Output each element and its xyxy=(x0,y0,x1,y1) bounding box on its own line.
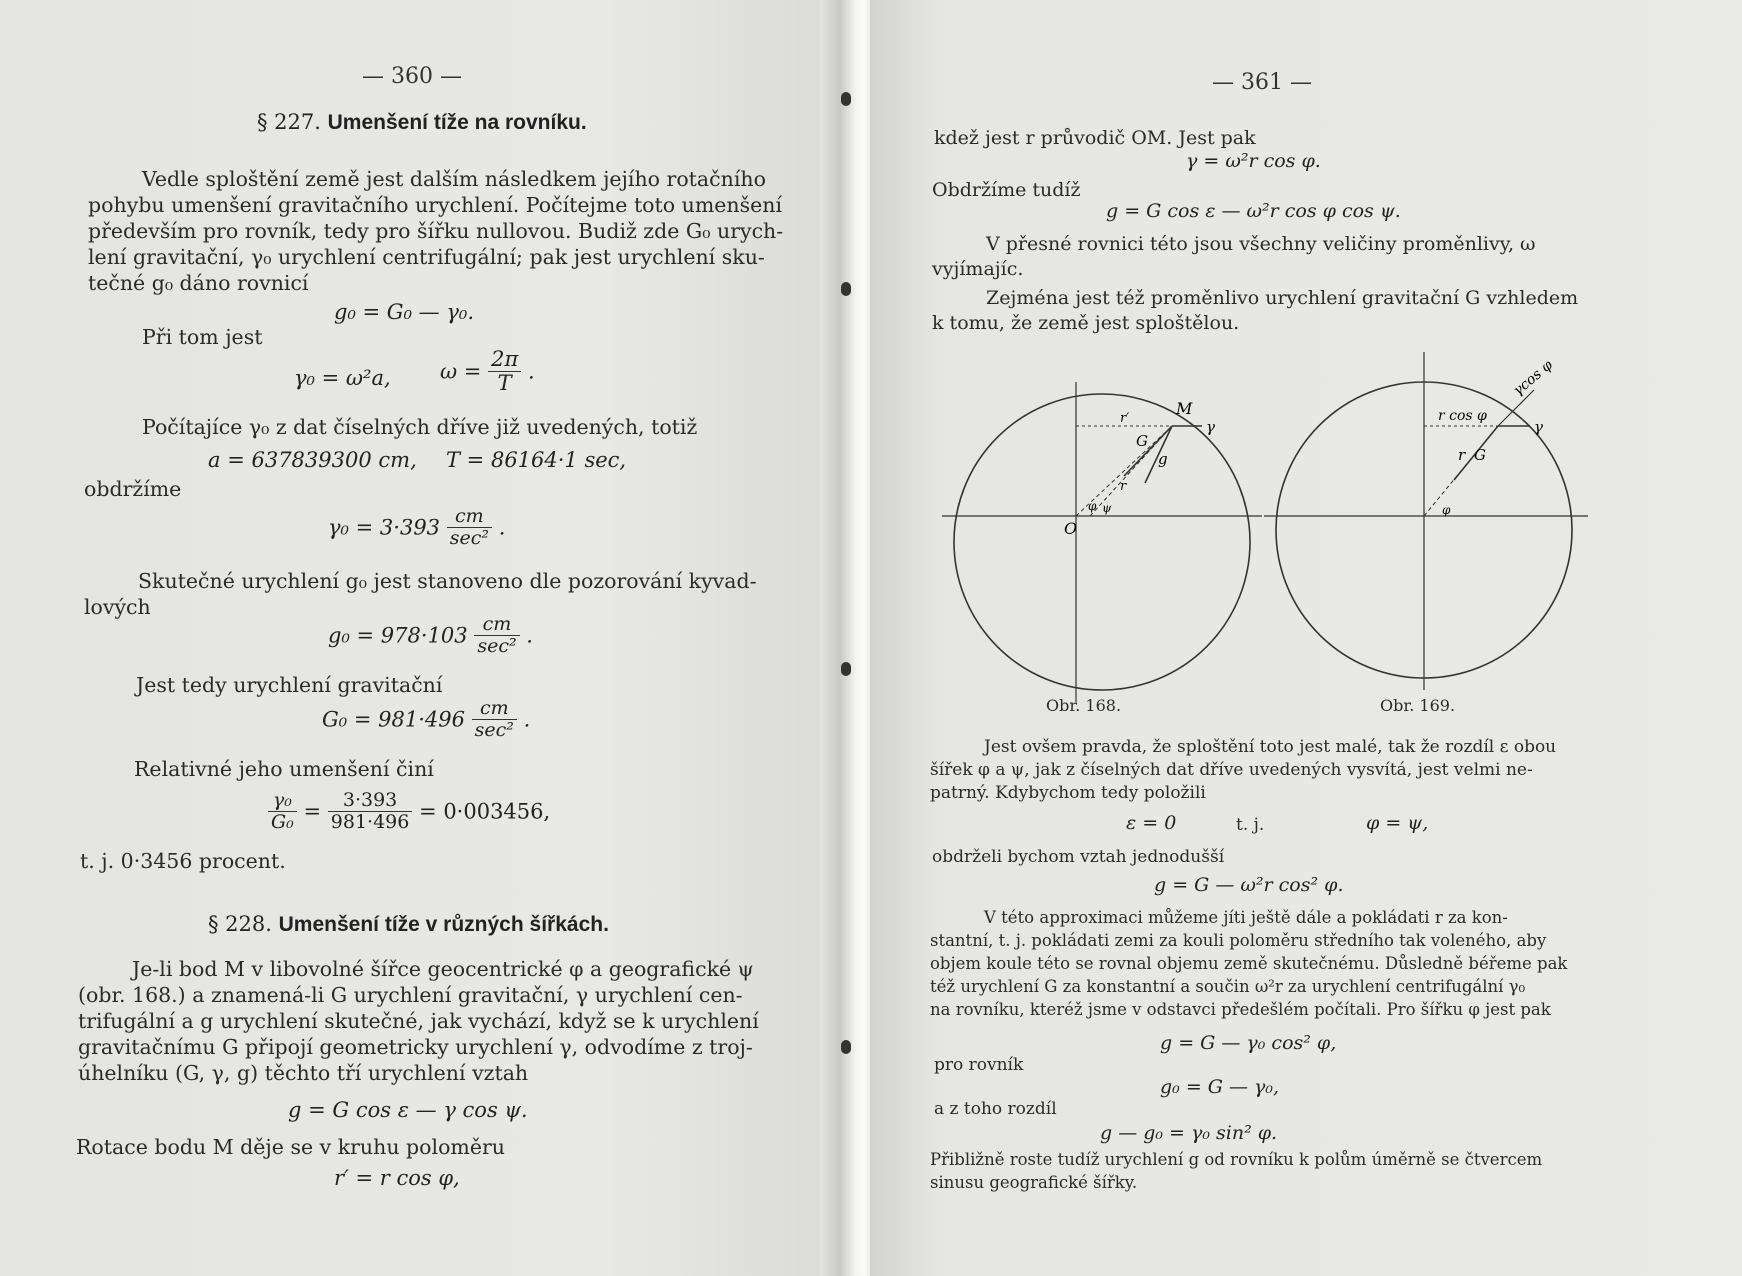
equation: r′ = r cos φ, xyxy=(334,1166,460,1190)
label-gamma: γ xyxy=(1534,418,1543,436)
eq-left: ω = xyxy=(440,359,482,384)
text-line: Jest ovšem pravda, že splоštění toto jest malé, tak že rozdíl ε obou xyxy=(984,737,1557,757)
section-heading-228 xyxy=(208,912,609,937)
text-line: Vedle splоštění země jest dalším následkem jejího rotačního xyxy=(142,167,766,191)
label-gamma-cos: γcos φ xyxy=(1510,357,1556,400)
text-line: V této approximaci můžeme jíti ještě dále a pokládati r za kon- xyxy=(984,908,1508,927)
text-line: Skutečné urychlení g₀ jest stanoveno dle pozorování kyvad- xyxy=(138,569,757,593)
binding-stitch xyxy=(841,662,851,676)
equation: a = 637839300 cm, xyxy=(208,448,417,472)
equation-fraction: $\frac{\text{γ₀}}{\text{G₀}}$ = $\frac{3\cdot 393}{981\cdot 496}$ = 0·003456, xyxy=(268,790,550,833)
text-line: Je-li bod M v libovolné šířce geocentrické φ a geografické ψ xyxy=(132,957,754,981)
text-line: pohybu umenšení gravitačního urychlení. Počítejme toto umenšení xyxy=(88,193,783,217)
paragraph-1 xyxy=(88,166,783,296)
paragraph-9 xyxy=(78,956,759,1086)
label-G: G xyxy=(1474,446,1486,464)
section-number: § 228. xyxy=(208,912,272,936)
text-line: V přesné rovnici této jsou všechny veličiny proměnlivy, ω xyxy=(986,233,1536,255)
label-psi: ψ xyxy=(1102,501,1112,515)
label-r-prime: r′ xyxy=(1120,411,1130,426)
paragraph xyxy=(930,736,1556,805)
text-line: k tomu, že země jest splоštělou. xyxy=(932,312,1240,334)
figure-caption: Obr. 168. xyxy=(1046,696,1122,715)
section-title: Umenšení tíže na rovníku. xyxy=(327,111,587,134)
eq-left: g₀ = 978·103 xyxy=(328,623,468,648)
text-line: Rotace bodu M děje se v kruhu poloměru xyxy=(76,1135,505,1159)
frac-den: 981·496 xyxy=(330,810,410,833)
text-line: Zejména jest též proměnlivo urychlení gravitační G vzhledem xyxy=(986,287,1579,309)
text-line: Při tom jest xyxy=(142,325,263,349)
text-line: tečné g₀ dáno rovnicí xyxy=(88,271,309,295)
text-line: (obr. 168.) a znamená-li G urychlení gravitační, γ urychlení cen- xyxy=(78,983,743,1007)
section-heading-227 xyxy=(257,110,587,135)
equation-fraction xyxy=(328,506,505,549)
text-line: vyjímajíc. xyxy=(932,258,1024,280)
label-M: M xyxy=(1176,399,1193,418)
section-number: § 227. xyxy=(257,110,321,134)
binding-stitch xyxy=(841,92,851,106)
vector-gamma-cos xyxy=(1498,390,1534,426)
label-g: g xyxy=(1158,450,1168,468)
text-line: především pro rovník, tedy pro šířku nullovou. Budiž zde G₀ urych- xyxy=(88,219,784,243)
text-line: lových xyxy=(84,595,151,619)
equation: g = G — ω²r cos² φ. xyxy=(1154,874,1344,896)
frac-num: cm xyxy=(472,698,517,720)
equation: g₀ = G₀ — γ₀. xyxy=(334,300,474,324)
label-phi: φ xyxy=(1442,503,1451,517)
eq-end: . xyxy=(526,623,533,648)
label-phi: φ xyxy=(1088,499,1097,513)
figure-caption: Obr. 169. xyxy=(1380,696,1456,715)
left-page xyxy=(0,0,860,1276)
eq-left: G₀ = 981·496 xyxy=(322,707,465,732)
label-G: G xyxy=(1136,432,1148,450)
text-line: lení gravitační, γ₀ urychlení centrifugální; pak jest urychlení sku- xyxy=(88,245,765,269)
text-line: Obdržíme tudíž xyxy=(932,179,1081,201)
text-line: trifugální a g urychlení skutečné, jak vychází, když se k urychlení xyxy=(78,1009,759,1033)
frac-num: cm xyxy=(474,614,519,636)
paragraph xyxy=(930,906,1567,1021)
eq-end: . xyxy=(498,515,506,540)
frac-den: G₀ xyxy=(271,810,294,833)
label-O: O xyxy=(1064,519,1078,538)
frac-num: 3·393 xyxy=(328,790,413,812)
equation: γ = ω²r cos φ. xyxy=(1186,150,1321,172)
right-page xyxy=(870,0,1742,1276)
frac-den: sec² xyxy=(477,634,517,657)
frac-num: cm xyxy=(447,506,492,528)
equation: γ₀ = ω²a, xyxy=(294,366,391,390)
equation: g = G — γ₀ cos² φ, xyxy=(1160,1032,1337,1054)
figure-169 xyxy=(1256,352,1606,692)
frac-den: sec² xyxy=(474,718,514,741)
equation: g₀ = G — γ₀, xyxy=(1160,1076,1280,1098)
text-line: pro rovník xyxy=(934,1055,1024,1075)
label-r: r xyxy=(1458,446,1466,464)
equation: φ = ψ, xyxy=(1366,812,1429,834)
frac-den: T xyxy=(497,371,512,396)
text-line: t. j. 0·3456 procent. xyxy=(80,849,286,873)
text-line: úhelníku (G, γ, g) těchto tří urychlení vztah xyxy=(78,1061,529,1085)
equation-fraction xyxy=(328,614,533,657)
text-line: kdež jest r průvodič OM. Jest pak xyxy=(934,127,1256,149)
binding-stitch xyxy=(841,282,851,296)
equation: g = G cos ε — ω²r cos φ cos ψ. xyxy=(1106,200,1401,222)
label-r-cos-phi: r cos φ xyxy=(1438,408,1487,424)
equation: ε = 0 xyxy=(1126,812,1177,834)
frac-den: sec² xyxy=(449,526,489,549)
paragraph xyxy=(932,232,1536,282)
frac-num: γ₀ xyxy=(268,790,297,812)
earth-circle xyxy=(954,394,1250,690)
paragraph xyxy=(932,286,1578,336)
page-number: — 361 — xyxy=(1212,70,1312,95)
equation-fraction xyxy=(322,698,530,741)
eq-end: . xyxy=(523,707,531,732)
eq-end: = 0·003456, xyxy=(419,799,551,824)
text-line: a z toho rozdíl xyxy=(934,1099,1057,1119)
equation: T = 86164·1 sec, xyxy=(446,448,627,472)
text-line: Počítajíce γ₀ z dat číselných dříve již uvedených, totiž xyxy=(142,415,698,439)
eq-left: γ₀ = 3·393 xyxy=(328,515,441,540)
label-gamma: γ xyxy=(1206,418,1215,436)
frac-num: 2π xyxy=(488,348,521,372)
text-line: stantní, t. j. pokládati zemi za kouli poloměru středního tak voleného, aby xyxy=(930,931,1547,950)
equation: g — g₀ = γ₀ sin² φ. xyxy=(1100,1122,1278,1144)
text-line: t. j. xyxy=(1236,815,1265,835)
eq-end: . xyxy=(527,359,535,384)
label-r: r xyxy=(1120,479,1127,494)
paragraph-5 xyxy=(84,568,757,620)
equation: g = G cos ε — γ cos ψ. xyxy=(288,1098,528,1122)
text-line: Přibližně roste tudíž urychlení g od rovníku k polům úměrně se čtvercem xyxy=(930,1150,1543,1169)
text-line: Jest tedy urychlení gravitační xyxy=(136,673,443,697)
binding-stitch xyxy=(841,1040,851,1054)
equation-fraction xyxy=(440,348,535,395)
text-line: obdrželi bychom vztah jednodušší xyxy=(932,847,1225,867)
text-line: šířek φ a ψ, jak z číselných dat dříve uvedených vysvítá, jest velmi ne- xyxy=(930,760,1533,780)
text-line: patrný. Kdybychom tedy položili xyxy=(930,783,1206,803)
text-line: gravitačnímu G připojí geometricky urychlení γ, odvodíme z troj- xyxy=(78,1035,753,1059)
paragraph xyxy=(930,1148,1542,1194)
text-line: obdržíme xyxy=(84,477,182,501)
text-line: sinusu geografické šířky. xyxy=(930,1173,1138,1192)
page-number: — 360 — xyxy=(362,64,462,89)
text-line: objem koule této se rovnal objemu země skutečnému. Důsledně béřeme pak xyxy=(930,954,1568,973)
section-title: Umenšení tíže v různých šířkách. xyxy=(278,913,609,936)
text-line: Relativné jeho umenšení činí xyxy=(134,757,434,781)
figure-168 xyxy=(940,380,1270,710)
text-line: též urychlení G za konstantní a součin ω²r za urychlení centrifugální γ₀ xyxy=(930,977,1526,996)
text-line: na rovníku, kteréž jsme v odstavci předešlém počítali. Pro šířku φ jest pak xyxy=(930,1000,1551,1019)
